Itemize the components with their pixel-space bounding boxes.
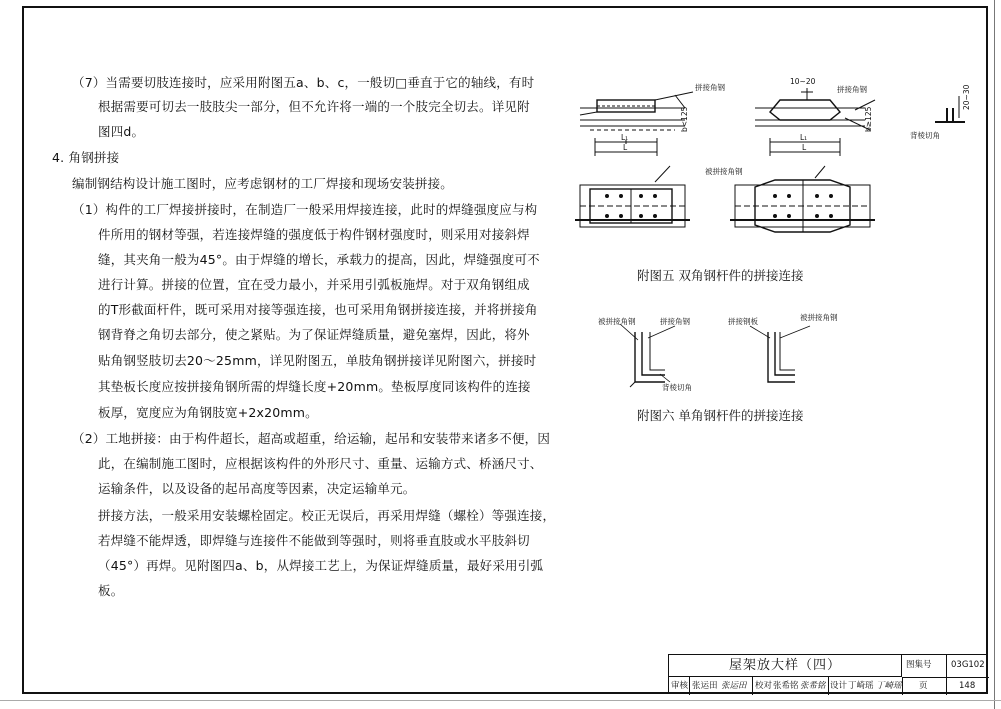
para-2-line-5: 若焊缝不能焊透，即焊缝与连接件不能做到等强时，则将垂直肢或水平肢斜切 — [98, 533, 530, 548]
fig5-label-splice-angle: 拼接角钢 — [695, 83, 725, 92]
fig6-label-spliced: 被拼接角钢 — [598, 317, 636, 326]
para-1-line-5: 的T形截面杆件，既可采用对接等强连接，也可采用角钢拼接连接，并将拼接角 — [98, 302, 538, 317]
check-label: 校对 — [755, 681, 773, 691]
para-1-line-9: 板厚，宽度应为角钢肢宽+2x20mm。 — [98, 405, 318, 420]
fig6-label-spliced-2: 被拼接角钢 — [800, 313, 838, 322]
design-label: 设计 — [830, 681, 848, 691]
fig5-label-gap: 10~20 — [790, 77, 816, 86]
section-4-intro: 编制钢结构设计施工图时，应考虑钢材的工厂焊接和现场安装拼接。 — [72, 176, 454, 191]
page-number: 148 — [959, 681, 976, 691]
reviewer-signature: 张运田 — [721, 681, 747, 691]
divider — [752, 677, 753, 695]
para-7-line-2: 根据需要可切去一肢肢尖一部分，但不允许将一端的一个肢完全切去。详见附 — [98, 99, 530, 114]
para-1-line-6: 钢背脊之角切去部分，使之紧贴。为了保证焊缝质量，避免塞焊，因此，将外 — [98, 327, 530, 342]
sheet-edge-bottom — [0, 700, 1001, 701]
reviewer-name: 张运田 — [692, 681, 718, 691]
designer-signature: 丁崎瑶 — [876, 681, 902, 691]
designer-name: 丁崎瑶 — [848, 681, 874, 691]
para-2-line-3: 运输条件，以及设备的起吊高度等因素，决定运输单元。 — [98, 481, 416, 496]
checker-name: 张希铭 — [773, 681, 799, 691]
para-7-line-3: 图四d。 — [98, 124, 145, 139]
fig5-label-spliced-angle: 被拼接角钢 — [705, 167, 743, 176]
figure-6-caption: 附图六 单角钢杆件的拼接连接 — [637, 408, 804, 423]
fig5-label-L1-b: L₁ — [800, 133, 808, 142]
drawing-title: 屋架放大样（四） — [669, 655, 902, 677]
fig5-label-L1: L₁ — [621, 133, 629, 142]
divider — [689, 677, 690, 695]
fig5-label-b2: b≥125 — [864, 106, 873, 132]
para-1-line-7: 贴角钢竖肢切去20～25mm，详见附图五，单肢角钢拼接详见附图六，拼接时 — [98, 353, 537, 368]
para-2-line-4: 拼接方法，一般采用安装螺栓固定。校正无误后，再采用焊缝（螺栓）等强连接， — [98, 508, 556, 523]
atlas-number: 03G102 — [951, 660, 985, 670]
figure-5-caption: 附图五 双角钢杆件的拼接连接 — [637, 268, 804, 283]
divider — [902, 677, 989, 678]
para-1-line-8: 其垫板长度应按拼接角钢所需的焊缝长度+20mm。垫板厚度同该构件的连接 — [98, 379, 531, 394]
fig5-label-back-cut: 背棱切角 — [910, 131, 940, 140]
para-1-line-4: 进行计算。拼接的位置，宜在受力最小，并采用引弧板施焊。对于双角钢组成 — [98, 277, 530, 292]
page-label: 页 — [919, 681, 928, 691]
sheet-edge — [994, 0, 995, 709]
atlas-label: 图集号 — [906, 660, 932, 670]
para-2-line-6: （45°）再焊。见附图四a、b，从焊接工艺上，为保证焊缝质量，最好采用引弧 — [98, 558, 544, 573]
para-1-line-1: （1）构件的工厂焊接拼接时，在制造厂一般采用焊接连接，此时的焊缝强度应与构 — [72, 202, 538, 217]
fig5-label-L-b: L — [802, 143, 807, 152]
fig6-label-back-cut: 背棱切角 — [662, 383, 692, 392]
fig5-label-L: L — [623, 143, 628, 152]
fig6-label-splice: 拼接角钢 — [660, 317, 690, 326]
fig6-label-plate: 拼接钢板 — [728, 317, 758, 326]
checker-signature: 张希铭 — [800, 681, 826, 691]
fig5-label-b1: b<125 — [680, 106, 689, 132]
review-label: 审核 — [671, 681, 689, 691]
fig5-label-20-30: 20~30 — [962, 84, 971, 110]
figure-6-drawing — [590, 312, 870, 400]
para-7-line-1: （7）当需要切肢连接时，应采用附图五a、b、c，一般切□垂直于它的轴线，有时 — [72, 75, 535, 90]
divider — [902, 677, 903, 695]
para-2-line-1: （2）工地拼接：由于构件超长，超高或超重，给运输，起吊和安装带来诸多不便，因 — [72, 431, 551, 446]
fig5-label-splice-angle-2: 拼接角钢 — [837, 85, 867, 94]
divider — [946, 655, 947, 695]
para-2-line-7: 板。 — [98, 583, 124, 598]
para-2-line-2: 此，在编制施工图时，应根据该构件的外形尺寸、重量、运输方式、桥涵尺寸、 — [98, 456, 543, 471]
figure-5-drawing — [575, 70, 980, 260]
title-block — [668, 654, 988, 694]
divider — [828, 677, 829, 695]
para-1-line-3: 缝，其夹角一般为45°。由于焊缝的增长，承载力的提高，因此，焊缝强度可不 — [98, 252, 540, 267]
para-1-line-2: 件所用的钢材等强，若连接焊缝的强度低于构件钢材强度时，则采用对接斜焊 — [98, 227, 530, 242]
section-4-heading: 4. 角钢拼接 — [52, 150, 120, 165]
